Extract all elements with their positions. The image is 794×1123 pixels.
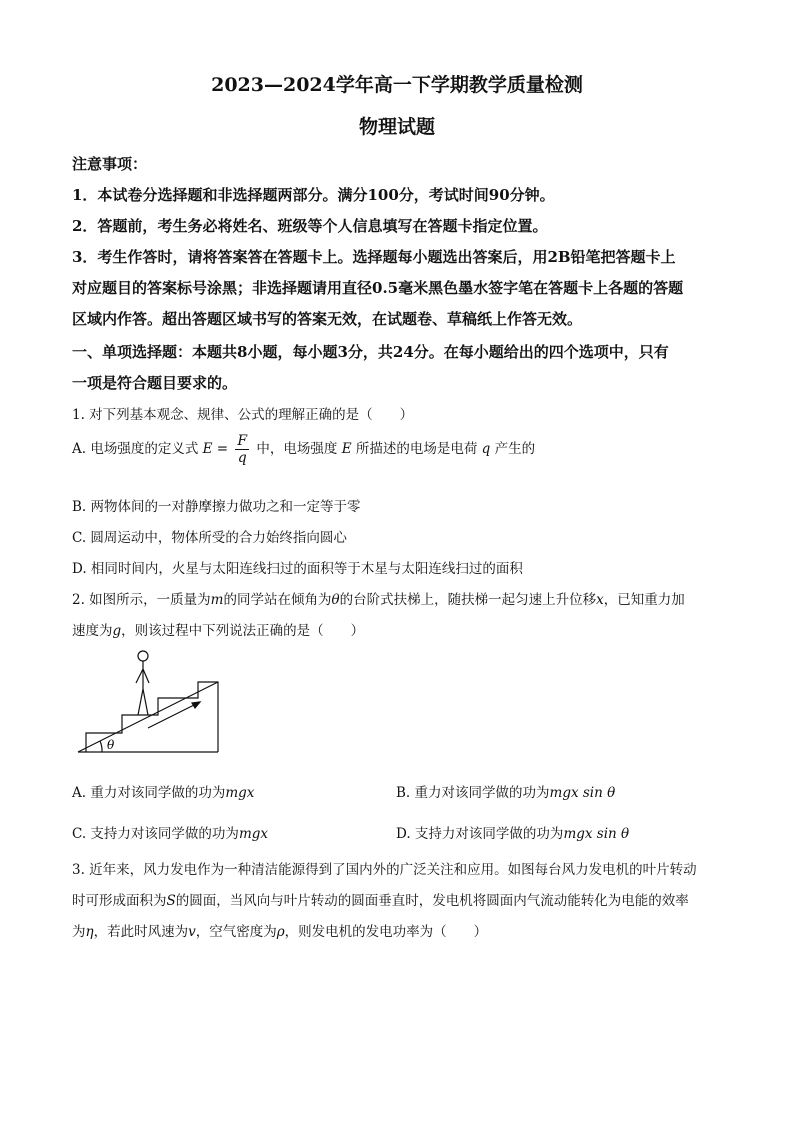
formula-lhs: E = [202, 441, 229, 457]
question-3-line-3 [72, 920, 722, 940]
symbol-v: v [188, 924, 196, 940]
section-1-heading-line-2: 一项是符合题目要求的。 [72, 374, 238, 392]
question-2-stem-line-2 [72, 619, 722, 639]
q2-option-b-text: B. 重力对该同学做的功为 [396, 785, 550, 801]
note-item-2: 2．答题前，考生务必将姓名、班级等个人信息填写在答题卡指定位置。 [72, 217, 548, 235]
option-a-suffix: 产生的 [494, 441, 536, 457]
symbol-e: E [341, 441, 352, 457]
q2-text-b: 的同学站在倾角为 [223, 592, 332, 608]
q2-text-d: ，已知重力加 [603, 592, 685, 608]
q3-text-b: 的圆面，当风向与叶片转动的圆面垂直时，发电机将圆面内气流动能转化为电能的效率 [175, 893, 689, 909]
note-item-3-line-2: 对应题目的答案标号涂黑；非选择题请用直径0.5毫米黑色墨水签字笔在答题卡上各题的答题 [72, 279, 684, 297]
question-1-option-c: C. 圆周运动中，物体所受的合力始终指向圆心 [72, 530, 347, 546]
q3-text-f: ，则发电机的发电功率为（ ） [284, 924, 488, 940]
q2-text-c: 的台阶式扶梯上，随扶梯一起匀速上升位移 [339, 592, 597, 608]
question-1-option-b: B. 两物体间的一对静摩擦力做功之和一定等于零 [72, 499, 361, 515]
exam-title: 2023—2024学年高一下学期教学质量检测 [211, 74, 583, 96]
arrow-head [192, 702, 200, 708]
q2-option-c-text: C. 支持力对该同学做的功为 [72, 826, 239, 842]
exam-subtitle: 物理试题 [358, 116, 435, 138]
stair-steps [86, 682, 218, 752]
q3-text-a: 时可形成面积为 [72, 893, 167, 909]
person-leg-left [138, 689, 143, 715]
q2-option-b-math: mgx sin θ [549, 785, 616, 801]
note-item-3-line-1: 3．考生作答时，请将答案答在答题卡上。选择题每小题选出答案后，用2B铅笔把答题卡上 [72, 248, 676, 266]
symbol-g: g [112, 623, 122, 639]
question-2-option-b [396, 781, 615, 801]
symbol-s: S [166, 893, 176, 909]
person-head [138, 651, 148, 661]
option-a-prefix: A. 电场强度的定义式 [72, 441, 199, 457]
person-arm-left [136, 669, 143, 683]
q2-option-a-math: mgx [225, 785, 255, 801]
incline-line [78, 682, 218, 752]
figure-theta-label: θ [107, 738, 115, 752]
q2-option-c-math: mgx [238, 826, 268, 842]
q3-text-e: ，空气密度为 [195, 924, 277, 940]
person-leg-right [143, 689, 148, 715]
person-arm-right [143, 669, 149, 683]
note-item-3-line-3: 区域内作答。超出答题区域书写的答案无效，在试题卷、草稿纸上作答无效。 [72, 310, 583, 328]
escalator-figure [72, 645, 252, 757]
question-1-option-d: D. 相同时间内，火星与太阳连线扫过的面积等于木星与太阳连线扫过的面积 [72, 561, 523, 577]
q2-option-d-text: D. 支持力对该同学做的功为 [396, 826, 564, 842]
fraction-numerator: F [237, 433, 248, 449]
question-3-line-1: 3. 近年来，风力发电作为一种清洁能源得到了国内外的广泛关注和应用。如图每台风力发电机的叶片转动 [72, 862, 697, 878]
symbol-m: m [210, 592, 224, 608]
q2-option-d-math: mgx sin θ [563, 826, 630, 842]
question-2-option-c [72, 822, 268, 842]
option-a-mid: 中，电场强度 [256, 441, 338, 457]
angle-arc [100, 741, 102, 752]
question-2-option-d [396, 822, 629, 842]
fraction-denominator: q [237, 450, 247, 466]
symbol-x: x [596, 592, 604, 608]
q2-option-a-text: A. 重力对该同学做的功为 [72, 785, 226, 801]
question-1-stem: 1. 对下列基本观念、规律、公式的理解正确的是（ ） [72, 407, 414, 423]
symbol-rho: ρ [276, 924, 285, 940]
question-3-line-2 [72, 889, 722, 909]
symbol-eta: η [85, 924, 94, 940]
question-1-option-a [72, 433, 722, 466]
symbol-theta: θ [331, 592, 340, 608]
q3-text-d: ，若此时风速为 [93, 924, 189, 940]
symbol-q: q [481, 441, 491, 457]
q2-text-a: 2. 如图所示，一质量为 [72, 592, 211, 608]
section-1-heading-line-1: 一、单项选择题：本题共8小题，每小题3分，共24分。在每小题给出的四个选项中，只有 [72, 343, 669, 361]
notes-heading: 注意事项： [72, 155, 148, 173]
fraction-f-over-q [235, 433, 249, 466]
question-2-stem-line-1 [72, 588, 722, 608]
q2-text-e: 速度为 [72, 623, 113, 639]
q3-text-c: 为 [72, 924, 86, 940]
note-item-1: 1．本试卷分选择题和非选择题两部分。满分100分，考试时间90分钟。 [72, 186, 555, 204]
q2-text-f: ，则该过程中下列说法正确的是（ ） [121, 623, 365, 639]
option-a-mid2: 所描述的电场是电荷 [355, 441, 478, 457]
question-2-option-a [72, 781, 254, 801]
